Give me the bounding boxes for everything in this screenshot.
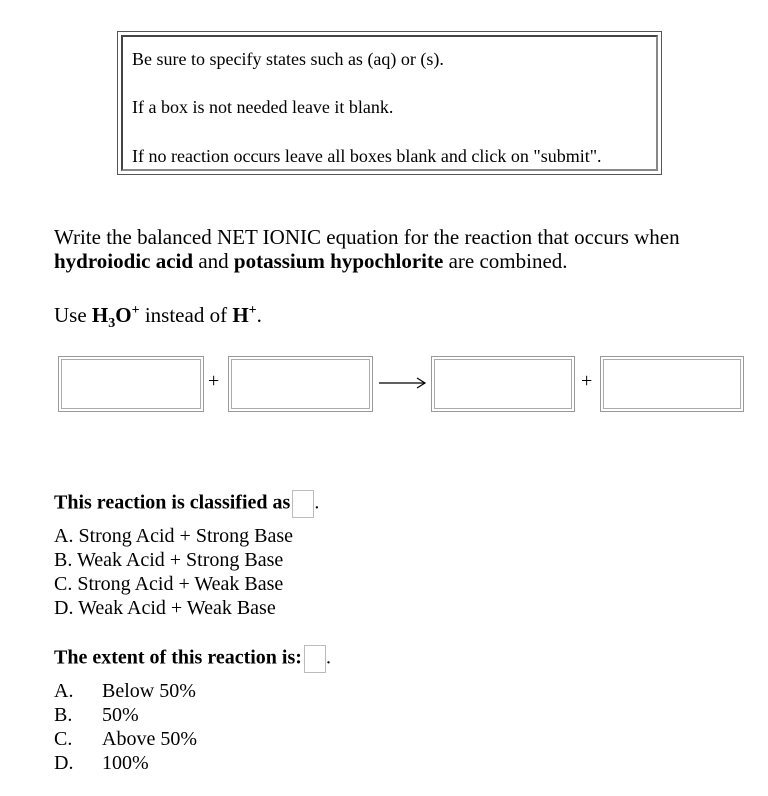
hplus-superscript: + — [248, 303, 257, 318]
hplus-h: H — [232, 303, 249, 327]
product-box-2-inner — [603, 359, 741, 409]
extent-option-b-letter: B. — [54, 704, 73, 726]
extent-option-d-text: 100% — [102, 752, 149, 774]
classification-period: . — [314, 491, 320, 514]
reactant-box-2[interactable] — [228, 356, 373, 412]
classification-option-a: A. Strong Acid + Strong Base — [54, 525, 294, 547]
instruction-blank-box: If a box is not needed leave it blank. — [132, 97, 394, 117]
hydronium-formula — [91, 303, 140, 332]
plus-sign-products: + — [581, 370, 593, 392]
instructions-box — [117, 31, 662, 175]
h3o-o: O — [115, 303, 132, 327]
classification-option-d: D. Weak Acid + Weak Base — [54, 597, 276, 619]
question-line-2 — [54, 249, 568, 273]
product-box-1[interactable] — [431, 356, 575, 412]
instruction-states: Be sure to specify states such as (aq) or (s). — [132, 49, 444, 69]
instead-of: instead of — [139, 303, 233, 327]
extent-option-d-letter: D. — [54, 752, 74, 774]
extent-answer-box[interactable] — [304, 645, 326, 673]
h3o-superscript: + — [131, 303, 140, 318]
reactant-box-1[interactable] — [58, 356, 204, 412]
extent-option-c-text: Above 50% — [102, 728, 197, 750]
instructions-inner-frame — [121, 35, 658, 171]
extent-option-a-text: Below 50% — [102, 680, 196, 702]
extent-option-b-text: 50% — [102, 704, 139, 726]
h3o-subscript: 3 — [108, 316, 116, 332]
extent-option-c-letter: C. — [54, 728, 73, 750]
instruction-no-reaction: If no reaction occurs leave all boxes blank and click on "submit". — [132, 146, 602, 166]
reaction-arrow-icon — [379, 376, 427, 390]
product-box-2[interactable] — [600, 356, 744, 412]
classification-answer-box[interactable] — [292, 490, 314, 518]
reactant-box-2-inner — [231, 359, 370, 409]
classification-label: This reaction is classified as — [54, 491, 291, 514]
product-box-1-inner — [434, 359, 572, 409]
question-line-1: Write the balanced NET IONIC equation for the reaction that occurs when — [54, 225, 680, 249]
reactant-box-1-inner — [61, 359, 201, 409]
classification-option-c: C. Strong Acid + Weak Base — [54, 573, 284, 595]
reactant-2: potassium hypochlorite — [233, 249, 444, 273]
extent-label: The extent of this reaction is: — [54, 646, 302, 669]
plus-sign-reactants: + — [208, 370, 220, 392]
h3o-h: H — [91, 303, 109, 327]
reactant-1: hydroiodic acid — [54, 249, 194, 273]
extent-question — [54, 645, 331, 673]
classification-option-b: B. Weak Acid + Strong Base — [54, 549, 284, 571]
extent-period: . — [325, 646, 331, 669]
classification-question — [54, 490, 319, 518]
extent-option-a-letter: A. — [54, 680, 74, 702]
question-and: and — [193, 249, 234, 273]
use-prefix: Use — [54, 303, 92, 327]
use-hydronium-note — [54, 299, 262, 336]
note-period: . — [256, 303, 262, 327]
hplus-formula — [232, 303, 256, 327]
question-tail: are combined. — [443, 249, 568, 273]
